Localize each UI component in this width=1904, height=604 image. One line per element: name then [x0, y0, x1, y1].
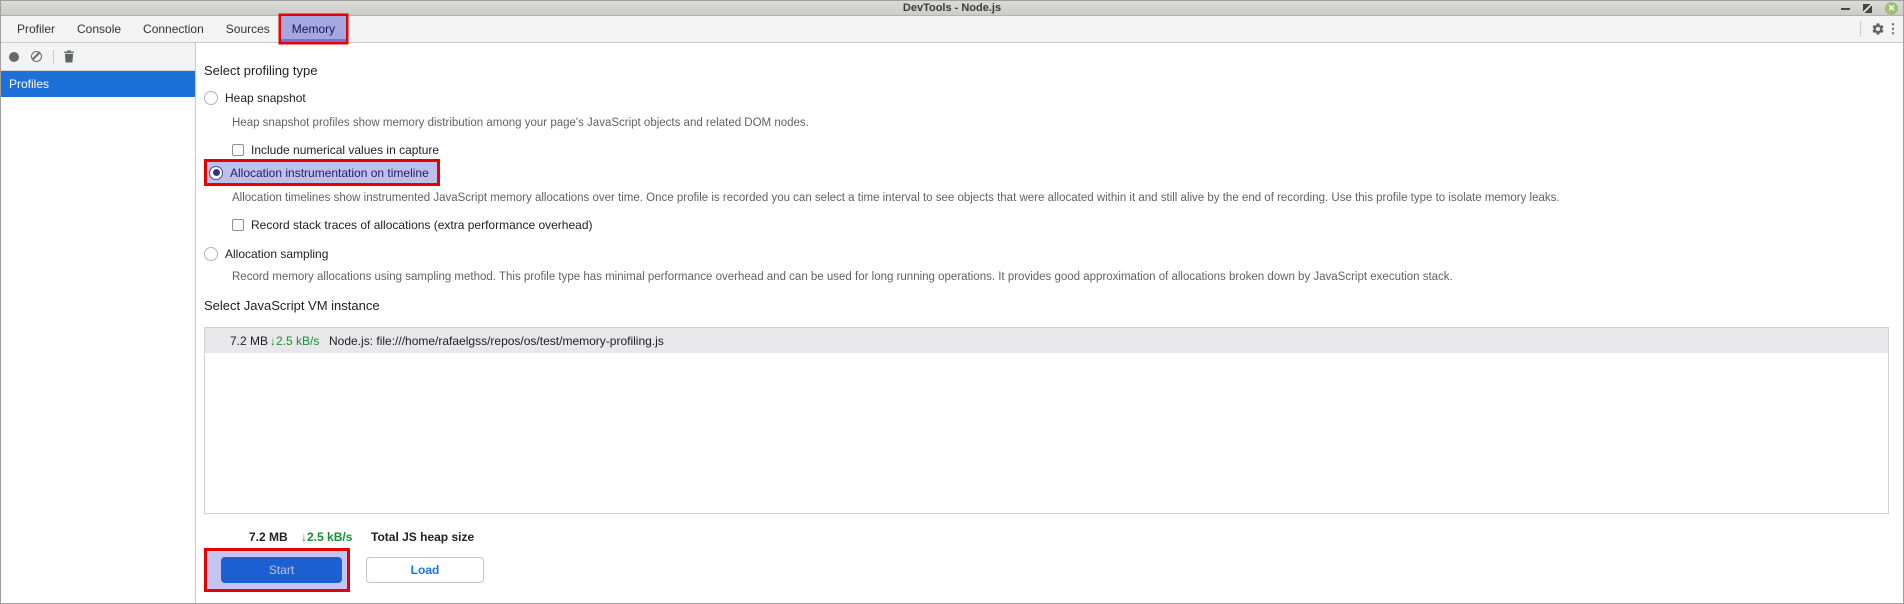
profiles-toolbar	[1, 43, 195, 71]
checkbox-icon[interactable]	[232, 219, 244, 231]
start-button[interactable]: Start	[221, 557, 342, 583]
window-title: DevTools - Node.js	[902, 1, 1002, 14]
radio-label: Allocation sampling	[225, 247, 329, 261]
memory-panel-content	[196, 43, 1903, 603]
radio-option-allocation-instrumentation[interactable]	[209, 163, 429, 182]
radio-icon[interactable]	[204, 91, 218, 105]
vm-instance-row[interactable]	[205, 328, 1888, 353]
vm-instance-heading: Select JavaScript VM instance	[204, 298, 380, 313]
action-buttons-row	[204, 548, 1903, 592]
radio-checked-icon[interactable]	[209, 166, 223, 180]
vm-instance-list	[204, 327, 1889, 514]
checkbox-label: Include numerical values in capture	[251, 143, 440, 157]
total-heap-size: 7.2 MB	[249, 530, 288, 544]
annotation-box-allocation-timeline	[204, 159, 440, 186]
total-heap-row	[204, 530, 1903, 544]
option-description: Allocation timelines show instrumented JavaScript memory allocations over time. Once profile is recorded you can select a time interval to see objects that were allocated within it and still alive by the end of recording. Use this profile type to isolate memory leaks.	[232, 192, 1560, 204]
panel-tabbar	[1, 16, 1903, 43]
tab-console[interactable]: Console	[77, 22, 122, 36]
radio-label: Heap snapshot	[225, 91, 306, 105]
radio-option-allocation-sampling[interactable]	[204, 247, 1903, 261]
minimize-icon[interactable]	[1841, 8, 1850, 10]
titlebar	[1, 1, 1903, 16]
option-description: Record memory allocations using sampling method. This profile type has minimal performance overhead and can be used for long running operations. It provides good approximation of allocations broken down by JavaScript execution stack.	[232, 271, 1453, 283]
more-menu-icon[interactable]: ⋮	[1886, 21, 1900, 36]
load-button[interactable]: Load	[366, 557, 484, 583]
window-controls	[1841, 1, 1898, 16]
checkbox-include-numerical-values[interactable]	[232, 143, 1903, 157]
checkbox-record-stack-traces[interactable]	[232, 218, 1903, 232]
vm-heap-rate: ↓2.5 kB/s	[270, 333, 320, 348]
trash-icon[interactable]	[63, 50, 75, 63]
checkbox-icon[interactable]	[232, 144, 244, 156]
radio-icon[interactable]	[204, 247, 218, 261]
toolbar-divider	[53, 50, 54, 64]
radio-label: Allocation instrumentation on timeline	[230, 165, 429, 180]
total-heap-rate: ↓2.5 kB/s	[301, 530, 353, 544]
tab-connection[interactable]: Connection	[143, 22, 204, 36]
total-heap-label: Total JS heap size	[371, 530, 475, 544]
tabbar-right-controls	[1851, 16, 1903, 42]
tab-profiler[interactable]: Profiler	[17, 22, 56, 36]
annotation-box-start-button	[204, 548, 350, 592]
checkbox-label: Record stack traces of allocations (extra performance overhead)	[251, 218, 593, 232]
toolbar-divider	[1860, 21, 1861, 37]
profiles-sidebar	[1, 43, 196, 603]
sidebar-item-profiles[interactable]: Profiles	[1, 71, 195, 97]
restore-icon[interactable]	[1863, 4, 1872, 13]
tab-sources[interactable]: Sources	[225, 22, 270, 36]
close-icon[interactable]: ✕	[1885, 2, 1898, 15]
gear-icon[interactable]	[1870, 21, 1886, 37]
vm-instance-name: Node.js: file:///home/rafaelgss/repos/os/test/memory-profiling.js	[329, 333, 664, 348]
radio-option-heap-snapshot[interactable]	[204, 91, 1903, 105]
record-icon[interactable]	[9, 52, 19, 62]
clear-icon[interactable]	[31, 51, 42, 62]
vm-heap-size: 7.2 MB	[230, 333, 269, 348]
profiling-type-heading: Select profiling type	[204, 63, 318, 78]
option-description: Heap snapshot profiles show memory distribution among your page's JavaScript objects and related DOM nodes.	[232, 117, 809, 129]
tab-memory[interactable]: Memory	[281, 16, 346, 42]
